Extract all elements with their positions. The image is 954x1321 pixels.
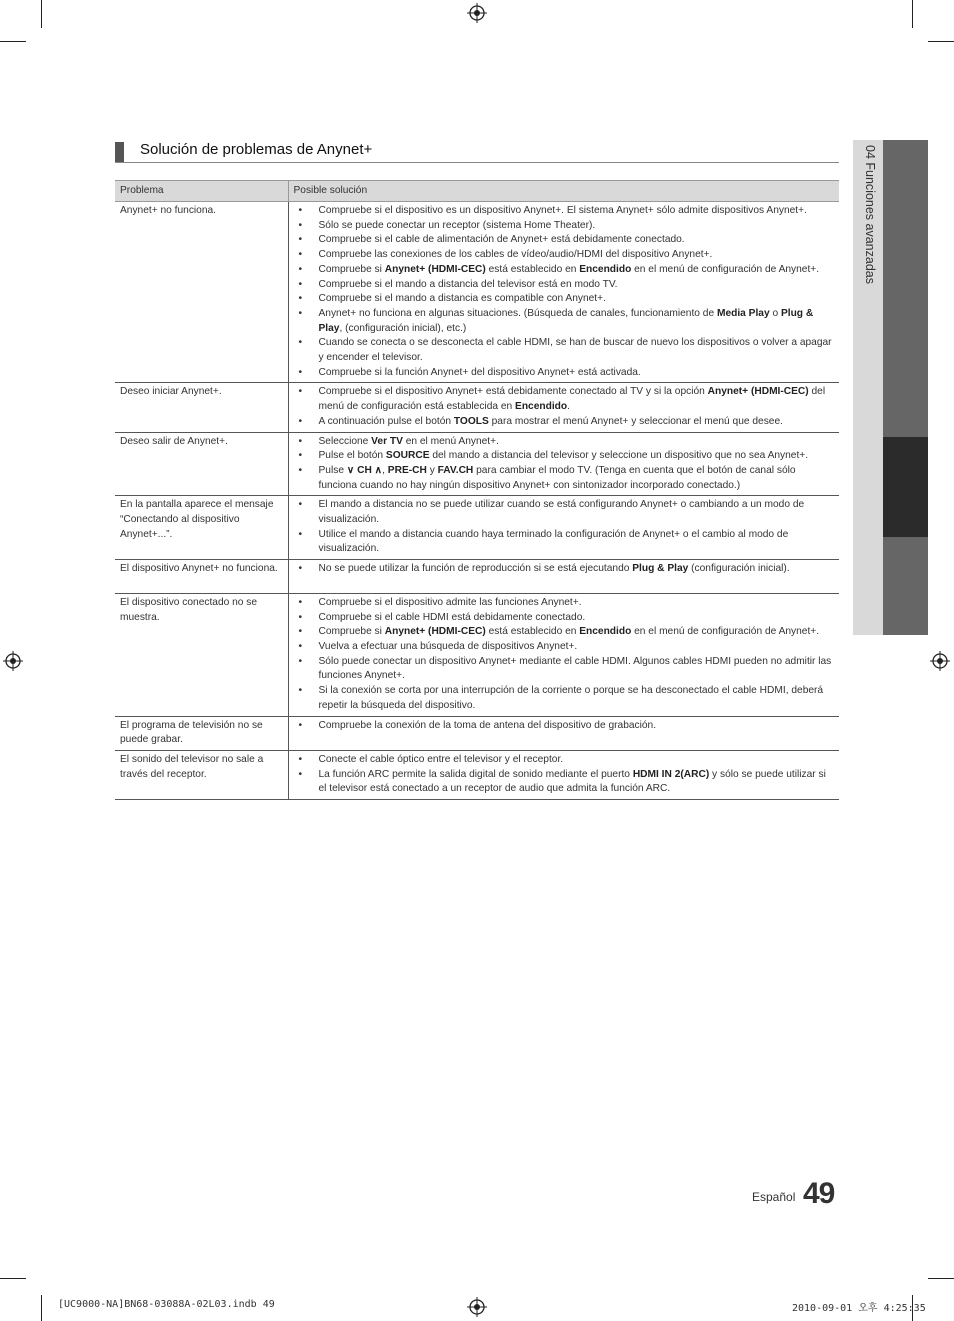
table-body bbox=[115, 202, 839, 800]
registration-mark-icon bbox=[467, 3, 487, 23]
solution-item: • Utilice el mando a distancia cuando haya terminado la configuración de Anynet+ o el cambio al modo de visualización. bbox=[297, 528, 835, 557]
heading-bar bbox=[115, 142, 124, 162]
crop-mark bbox=[928, 1278, 954, 1279]
print-slug-file: [UC9000-NA]BN68-03088A-02L03.indb 49 bbox=[58, 1299, 275, 1310]
solution-list bbox=[297, 498, 835, 557]
table-row bbox=[115, 716, 839, 750]
table-row bbox=[115, 750, 839, 799]
solution-item: • Compruebe si el cable de alimentación de Anynet+ está debidamente conectado. bbox=[297, 233, 835, 248]
solution-list bbox=[297, 562, 835, 577]
registration-mark-icon bbox=[3, 651, 23, 671]
problem-cell: Anynet+ no funciona. bbox=[115, 202, 288, 383]
table-row bbox=[115, 202, 839, 383]
solution-cell bbox=[288, 383, 839, 432]
table-row bbox=[115, 383, 839, 432]
solution-list bbox=[297, 596, 835, 714]
registration-mark-icon bbox=[467, 1297, 487, 1317]
solution-cell bbox=[288, 496, 839, 560]
troubleshooting-table bbox=[115, 180, 839, 800]
table-row bbox=[115, 496, 839, 560]
problem-cell: El dispositivo conectado no se muestra. bbox=[115, 593, 288, 716]
solution-item: • Compruebe las conexiones de los cables de vídeo/audio/HDMI del dispositivo Anynet+. bbox=[297, 248, 835, 263]
solution-item: • La función ARC permite la salida digital de sonido mediante el puerto HDMI IN 2(ARC) y sólo se puede utilizar si el televisor está conectado a un receptor de audio que admita la función ARC. bbox=[297, 768, 835, 797]
section-title: Solución de problemas de Anynet+ bbox=[140, 141, 373, 158]
crop-mark bbox=[912, 0, 913, 28]
solution-item: • No se puede utilizar la función de reproducción si se está ejecutando Plug & Play (configuración inicial). bbox=[297, 562, 835, 577]
problem-cell: El programa de televisión no se puede grabar. bbox=[115, 716, 288, 750]
solution-item: • Compruebe si el mando a distancia es compatible con Anynet+. bbox=[297, 292, 835, 307]
solution-list bbox=[297, 385, 835, 429]
solution-item: • Seleccione Ver TV en el menú Anynet+. bbox=[297, 435, 835, 450]
solution-item: • Compruebe si el dispositivo admite las funciones Anynet+. bbox=[297, 596, 835, 611]
solution-list bbox=[297, 204, 835, 380]
problem-cell: El sonido del televisor no sale a través del receptor. bbox=[115, 750, 288, 799]
solution-list bbox=[297, 435, 835, 494]
solution-item: • Pulse ∨ CH ∧, PRE-CH y FAV.CH para cambiar el modo TV. (Tenga en cuenta que el botón de canal sólo funciona cuando no hay ningún dispositivo Anynet+ con sintonizador incorporado conectado.) bbox=[297, 464, 835, 493]
solution-item: • Pulse el botón SOURCE del mando a distancia del televisor y seleccione un dispositivo que no sea Anynet+. bbox=[297, 449, 835, 464]
registration-mark-icon bbox=[930, 651, 950, 671]
table-header-row bbox=[115, 181, 839, 202]
solution-item: • Compruebe si el dispositivo es un dispositivo Anynet+. El sistema Anynet+ sólo admite dispositivos Anynet+. bbox=[297, 204, 835, 219]
section-heading bbox=[115, 139, 839, 163]
solution-cell bbox=[288, 432, 839, 496]
solution-item: • Vuelva a efectuar una búsqueda de dispositivos Anynet+. bbox=[297, 640, 835, 655]
solution-item: • A continuación pulse el botón TOOLS para mostrar el menú Anynet+ y seleccionar el menú que desee. bbox=[297, 415, 835, 430]
solution-item: • Conecte el cable óptico entre el televisor y el receptor. bbox=[297, 753, 835, 768]
solution-item: • Anynet+ no funciona en algunas situaciones. (Búsqueda de canales, funcionamiento de Media Play o Plug & Play, (configuración inicial), etc.) bbox=[297, 307, 835, 336]
solution-item: • Sólo puede conectar un dispositivo Anynet+ mediante el cable HDMI. Algunos cables HDMI pueden no admitir las funciones Anynet+. bbox=[297, 655, 835, 684]
column-header-solution: Posible solución bbox=[288, 181, 839, 202]
column-header-problem: Problema bbox=[115, 181, 288, 202]
solution-list bbox=[297, 753, 835, 797]
solution-item: • Compruebe si el dispositivo Anynet+ está debidamente conectado al TV y si la opción Anynet+ (HDMI-CEC) del menú de configuración está establecida en Encendido. bbox=[297, 385, 835, 414]
solution-cell bbox=[288, 716, 839, 750]
crop-mark bbox=[41, 0, 42, 28]
solution-item: • Compruebe si Anynet+ (HDMI-CEC) está establecido en Encendido en el menú de configuración de Anynet+. bbox=[297, 263, 835, 278]
solution-item: • Si la conexión se corta por una interrupción de la corriente o porque se ha desconectado el cable HDMI, deberá repetir la búsqueda del dispositivo. bbox=[297, 684, 835, 713]
solution-cell bbox=[288, 202, 839, 383]
solution-cell bbox=[288, 560, 839, 594]
chapter-label: 04 Funciones avanzadas bbox=[863, 145, 877, 284]
side-tab-block-active bbox=[883, 437, 928, 537]
table-row bbox=[115, 593, 839, 716]
problem-cell: En la pantalla aparece el mensaje “Conectando al dispositivo Anynet+...”. bbox=[115, 496, 288, 560]
side-tab-block bbox=[883, 140, 928, 437]
language-label: Español bbox=[752, 1190, 796, 1204]
table-row bbox=[115, 432, 839, 496]
solution-item: • Cuando se conecta o se desconecta el cable HDMI, se han de buscar de nuevo los dispositivos o volver a apagar y encender el televisor. bbox=[297, 336, 835, 365]
chapter-side-tab bbox=[853, 140, 883, 635]
solution-item: • Compruebe si Anynet+ (HDMI-CEC) está establecido en Encendido en el menú de configuración de Anynet+. bbox=[297, 625, 835, 640]
solution-item: • El mando a distancia no se puede utilizar cuando se está configurando Anynet+ o cambiando a un modo de visualización. bbox=[297, 498, 835, 527]
problem-cell: Deseo salir de Anynet+. bbox=[115, 432, 288, 496]
table-row bbox=[115, 560, 839, 594]
side-tab-block bbox=[883, 537, 928, 635]
crop-mark bbox=[928, 41, 954, 42]
problem-cell: Deseo iniciar Anynet+. bbox=[115, 383, 288, 432]
crop-mark bbox=[0, 1278, 26, 1279]
solution-item: • Compruebe si la función Anynet+ del dispositivo Anynet+ está activada. bbox=[297, 366, 835, 381]
crop-mark bbox=[41, 1295, 42, 1321]
page-number: 49 bbox=[803, 1177, 835, 1210]
solution-item: • Sólo se puede conectar un receptor (sistema Home Theater). bbox=[297, 219, 835, 234]
solution-list bbox=[297, 719, 835, 734]
solution-item: • Compruebe si el mando a distancia del televisor está en modo TV. bbox=[297, 278, 835, 293]
solution-cell bbox=[288, 750, 839, 799]
solution-cell bbox=[288, 593, 839, 716]
problem-cell: El dispositivo Anynet+ no funciona. bbox=[115, 560, 288, 594]
print-slug-date: 2010-09-01 오후 4:25:35 bbox=[792, 1303, 926, 1314]
crop-mark bbox=[0, 41, 26, 42]
solution-item: • Compruebe si el cable HDMI está debidamente conectado. bbox=[297, 611, 835, 626]
solution-item: • Compruebe la conexión de la toma de antena del dispositivo de grabación. bbox=[297, 719, 835, 734]
